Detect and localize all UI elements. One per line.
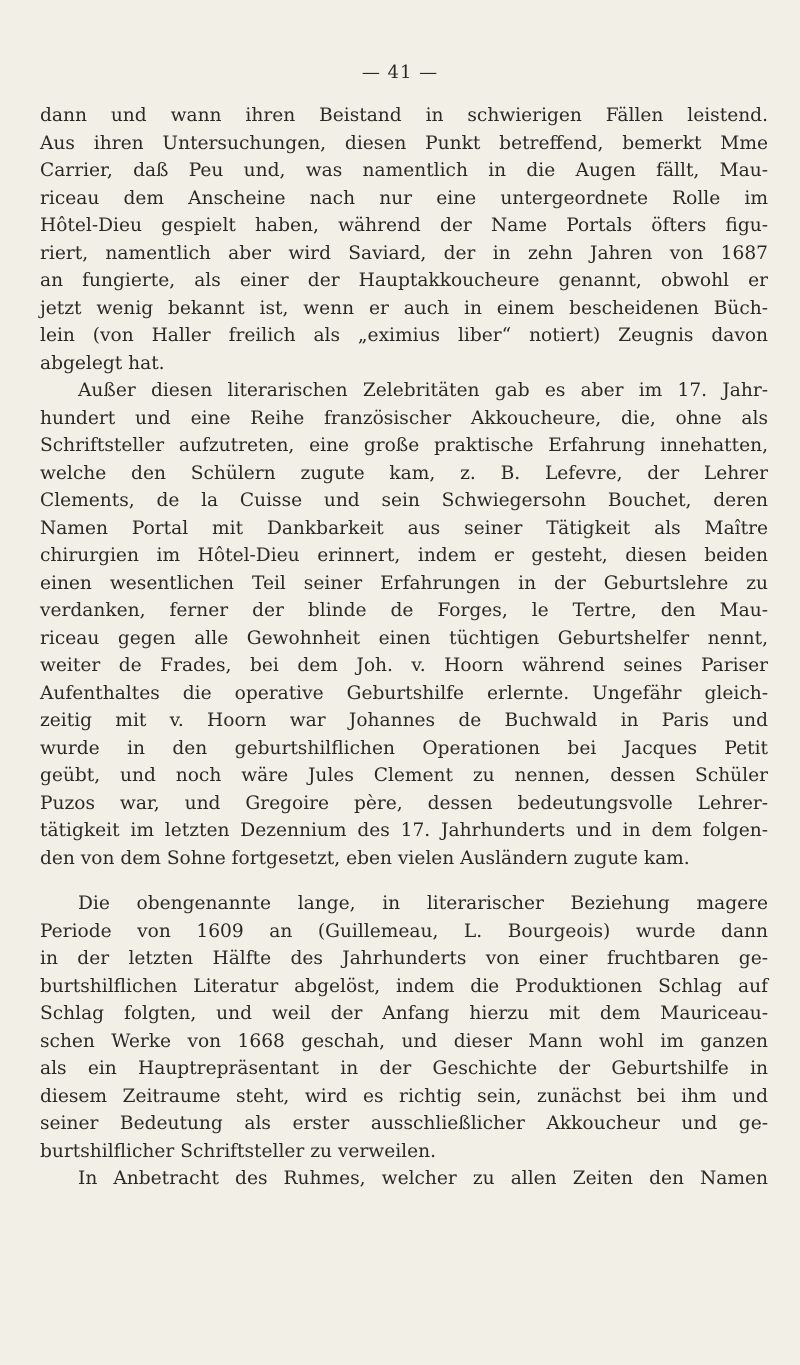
text-line: riceau gegen alle Gewohnheit einen tüchtigen Geburtshelfer nennt, (40, 627, 768, 649)
paragraph-3 (40, 890, 768, 1165)
text-line: Schriftsteller aufzutreten, eine große praktische Erfahrung innehatten, (40, 435, 768, 456)
text-line: chirurgien im Hôtel-Dieu erinnert, indem er gesteht, diesen beiden (40, 545, 768, 566)
text-line: burtshilflichen Literatur abgelöst, indem die Produktionen Schlag auf (40, 975, 768, 997)
text-line: Schlag folgten, und weil der Anfang hierzu mit dem Mauriceau- (40, 1003, 768, 1024)
text-line: Puzos war, und Gregoire père, dessen bedeutungsvolle Lehrer- (40, 792, 768, 814)
text-line: verdanken, ferner der blinde de Forges, le Tertre, den Mau- (40, 600, 768, 621)
text-line: Carrier, daß Peu und, was namentlich in die Augen fällt, Mau- (40, 160, 768, 181)
text-line: weiter de Frades, bei dem Joh. v. Hoorn während seines Pariser (40, 655, 768, 676)
text-line: in der letzten Hälfte des Jahrhunderts von einer fruchtbaren ge- (40, 948, 768, 969)
text-line: zeitig mit v. Hoorn war Johannes de Buchwald in Paris und (40, 710, 768, 731)
text-line: hundert und eine Reihe französischer Akkoucheure, die, ohne als (40, 407, 768, 429)
text-line: In Anbetracht des Ruhmes, welcher zu allen Zeiten den Namen (78, 1168, 768, 1189)
body-text (40, 102, 768, 1193)
text-line: wurde in den geburtshilflichen Operationen bei Jacques Petit (40, 737, 768, 759)
text-line: Clements, de la Cuisse und sein Schwiegersohn Bouchet, deren (40, 490, 768, 511)
text-line: an fungierte, als einer der Hauptakkoucheure genannt, obwohl er (40, 270, 768, 291)
text-line: Aus ihren Untersuchungen, diesen Punkt betreffend, bemerkt Mme (40, 132, 768, 154)
text-line: burtshilflicher Schriftsteller zu verweilen. (40, 1140, 436, 1162)
text-line: welche den Schülern zugute kam, z. B. Lefevre, der Lehrer (40, 462, 768, 484)
paragraph-2 (40, 377, 768, 872)
text-line: geübt, und noch wäre Jules Clement zu nennen, dessen Schüler (40, 765, 768, 786)
text-line: den von dem Sohne fortgesetzt, eben vielen Ausländern zugute kam. (40, 847, 690, 869)
paragraph-gap (40, 872, 768, 890)
text-line: Aufenthaltes die operative Geburtshilfe erlernte. Ungefähr gleich- (40, 682, 768, 704)
text-line: Außer diesen literarischen Zelebritäten gab es aber im 17. Jahr- (78, 380, 768, 401)
text-line: einen wesentlichen Teil seiner Erfahrungen in der Geburtslehre zu (40, 572, 768, 594)
text-line: Hôtel-Dieu gespielt haben, während der Name Portals öfters figu- (40, 215, 768, 236)
text-line: Die obengenannte lange, in literarischer Beziehung magere (78, 893, 768, 914)
text-line: als ein Hauptrepräsentant in der Geschichte der Geburtshilfe in (40, 1058, 768, 1079)
text-line: abgelegt hat. (40, 352, 165, 374)
text-line: lein (von Haller freilich als „eximius liber“ notiert) Zeugnis davon (40, 325, 768, 346)
text-line: Periode von 1609 an (Guillemeau, L. Bourgeois) wurde dann (40, 920, 768, 942)
text-line: riert, namentlich aber wird Saviard, der in zehn Jahren von 1687 (40, 242, 768, 264)
paragraph-1 (40, 102, 768, 377)
text-line: riceau dem Anscheine nach nur eine untergeordnete Rolle im (40, 187, 768, 209)
paragraph-4 (40, 1165, 768, 1193)
page-number: — 41 — (361, 62, 439, 83)
text-line: jetzt wenig bekannt ist, wenn er auch in einem bescheidenen Büch- (40, 297, 768, 319)
text-line: tätigkeit im letzten Dezennium des 17. Jahrhunderts und in dem folgen- (40, 820, 768, 841)
text-line: dann und wann ihren Beistand in schwierigen Fällen leistend. (40, 105, 768, 126)
text-line: seiner Bedeutung als erster ausschließlicher Akkoucheur und ge- (40, 1113, 768, 1134)
text-line: schen Werke von 1668 geschah, und dieser Mann wohl im ganzen (40, 1030, 768, 1052)
text-line: diesem Zeitraume steht, wird es richtig sein, zunächst bei ihm und (40, 1085, 768, 1107)
text-line: Namen Portal mit Dankbarkeit aus seiner Tätigkeit als Maître (40, 517, 768, 539)
